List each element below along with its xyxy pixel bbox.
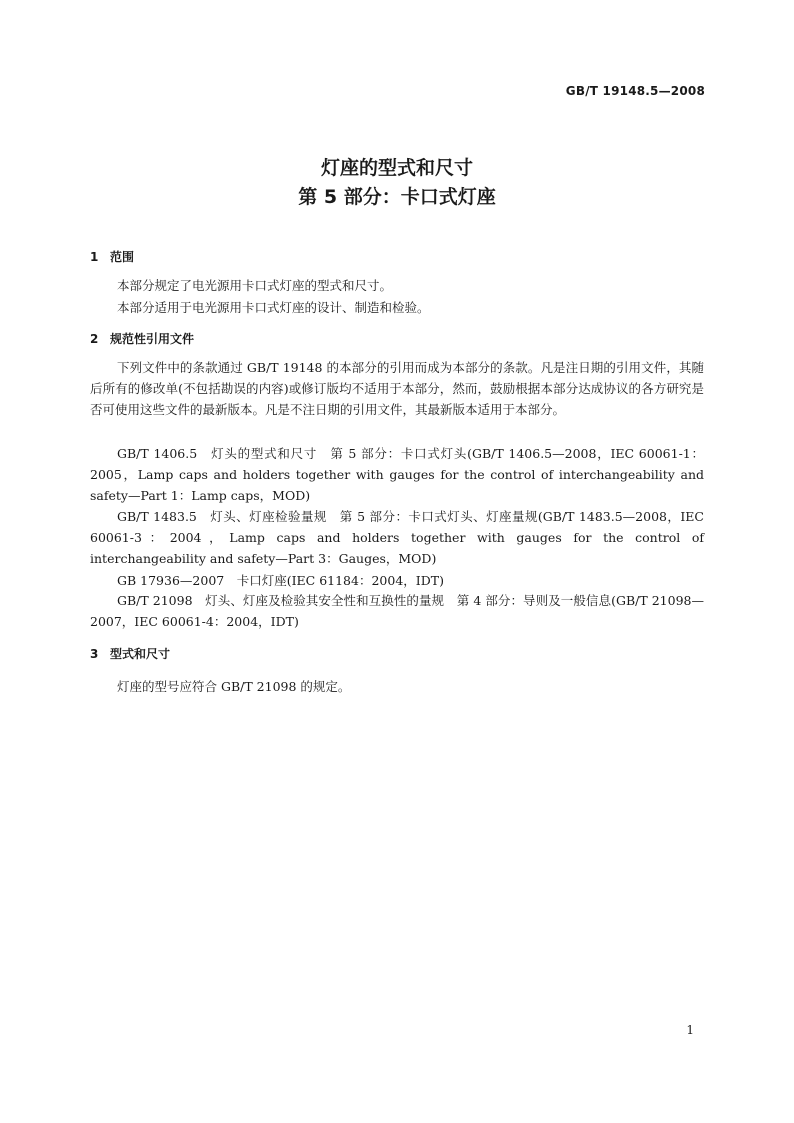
- section-number: 2: [90, 332, 99, 346]
- reference-item: GB/T 1483.5 灯头、灯座检验量规 第 5 部分：卡口式灯头、灯座量规(GB/T 1483.5—2008，IEC 60061-3：2004，Lamp caps and holders together with gauges for the control of interchangeability and safety—Part 3：Gauges，MOD): [90, 509, 704, 566]
- section-number: 1: [90, 250, 99, 264]
- section-title: 范围: [110, 250, 135, 264]
- section-title: 规范性引用文件: [110, 332, 195, 346]
- reference-item: GB/T 1406.5 灯头的型式和尺寸 第 5 部分：卡口式灯头(GB/T 1406.5—2008，IEC 60061-1：2005，Lamp caps and holders together with gauges for the control of interchangeability and safety—Part 1：Lamp caps，MOD): [90, 446, 704, 503]
- document-subtitle: 第 5 部分：卡口式灯座: [298, 186, 496, 208]
- reference-item: GB 17936—2007 卡口灯座(IEC 61184：2004，IDT): [117, 573, 444, 588]
- standard-code: GB/T 19148.5—2008: [565, 84, 705, 98]
- reference-item: GB/T 21098 灯头、灯座及检验其安全性和互换性的量规 第 4 部分：导则及一般信息(GB/T 21098—2007，IEC 60061-4：2004，IDT): [90, 593, 704, 629]
- scope-paragraph-2: 本部分适用于电光源用卡口式灯座的设计、制造和检验。: [117, 300, 430, 315]
- normative-references-intro: 下列文件中的条款通过 GB/T 19148 的本部分的引用而成为本部分的条款。凡是注日期的引用文件，其随后所有的修改单(不包括勘误的内容)或修订版均不适用于本部分，然而，鼓励根据本部分达成协议的各方研究是否可使用这些文件的最新版本。凡是不注日期的引用文件，其最新版本适用于本部分。: [90, 360, 704, 417]
- section-1-heading: [90, 248, 134, 265]
- section-2-heading: [90, 330, 194, 347]
- section-3-heading: [90, 645, 170, 662]
- page-number: 1: [686, 1023, 694, 1037]
- section-title: 型式和尺寸: [110, 647, 171, 661]
- type-dimensions-paragraph: 灯座的型号应符合 GB/T 21098 的规定。: [117, 679, 351, 694]
- document-title: 灯座的型式和尺寸: [320, 157, 473, 179]
- scope-paragraph-1: 本部分规定了电光源用卡口式灯座的型式和尺寸。: [117, 278, 393, 293]
- section-number: 3: [90, 647, 99, 661]
